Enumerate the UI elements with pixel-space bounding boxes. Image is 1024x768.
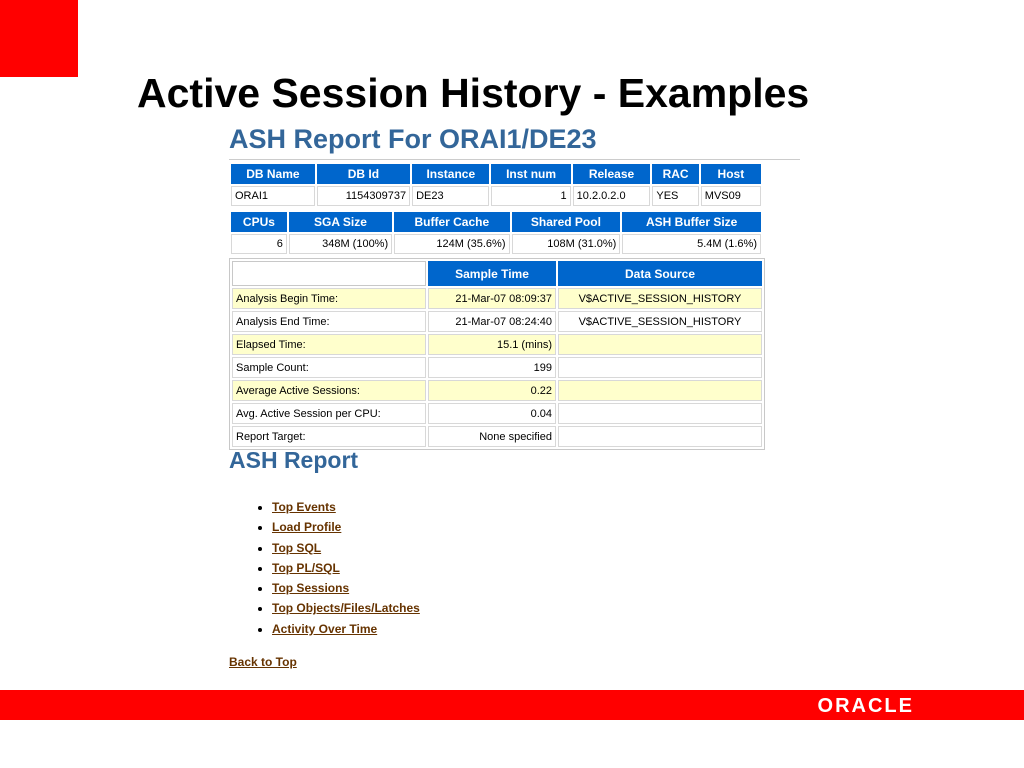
link-top-sql[interactable]: Top SQL (272, 540, 322, 555)
link-activity-over-time[interactable]: Activity Over Time (272, 621, 378, 636)
table-cell: YES (652, 186, 698, 206)
table-cell (558, 334, 762, 355)
table-cell: 10.2.0.2.0 (573, 186, 651, 206)
column-header: Buffer Cache (394, 212, 509, 232)
table-cell: 0.04 (428, 403, 556, 424)
heading-rule (229, 159, 800, 160)
column-header: Instance (412, 164, 489, 184)
corner-red-square (0, 0, 78, 77)
column-header: DB Id (317, 164, 410, 184)
column-header: SGA Size (289, 212, 392, 232)
column-header: CPUs (231, 212, 287, 232)
column-header: Inst num (491, 164, 570, 184)
table-row (232, 311, 762, 332)
list-item (272, 560, 420, 580)
table-cell: 108M (31.0%) (512, 234, 621, 254)
list-item (272, 540, 420, 560)
table-header-row (231, 164, 761, 184)
table-row (232, 288, 762, 309)
row-label: Sample Count: (232, 357, 426, 378)
table-row (232, 403, 762, 424)
table-cell: 124M (35.6%) (394, 234, 509, 254)
table-cell: 15.1 (mins) (428, 334, 556, 355)
row-label: Analysis End Time: (232, 311, 426, 332)
table-row (231, 186, 761, 206)
table-cell: DE23 (412, 186, 489, 206)
column-header: Host (701, 164, 761, 184)
db-info-table (229, 162, 763, 208)
table-cell: 1154309737 (317, 186, 410, 206)
table-cell: ORAI1 (231, 186, 315, 206)
table-row (232, 357, 762, 378)
link-load-profile[interactable]: Load Profile (272, 520, 342, 535)
ash-report-heading: ASH Report (229, 447, 359, 473)
table-row (232, 426, 762, 447)
link-top-events[interactable]: Top Events (272, 500, 336, 514)
column-header: Release (573, 164, 651, 184)
column-header: Data Source (558, 261, 762, 286)
row-label: Report Target: (232, 426, 426, 447)
link-top-plsql[interactable]: Top PL/SQL (272, 560, 340, 575)
link-top-objects[interactable]: Top Objects/Files/Latches (272, 601, 420, 616)
column-header: Shared Pool (512, 212, 621, 232)
report-heading: ASH Report For ORAI1/DE23 (229, 124, 597, 154)
column-header: DB Name (231, 164, 315, 184)
slide-title: Active Session History - Examples (137, 70, 810, 116)
table-cell: 0.22 (428, 380, 556, 401)
link-top-sessions[interactable]: Top Sessions (272, 581, 350, 596)
oracle-logo: ORACLE (817, 695, 914, 717)
table-cell: 5.4M (1.6%) (622, 234, 761, 254)
column-header: Sample Time (428, 261, 556, 286)
table-cell (558, 426, 762, 447)
table-cell: 348M (100%) (289, 234, 392, 254)
list-item (272, 621, 420, 641)
column-header: RAC (652, 164, 698, 184)
column-header: ASH Buffer Size (622, 212, 761, 232)
row-label: Avg. Active Session per CPU: (232, 403, 426, 424)
list-item (272, 499, 420, 519)
back-to-top-link[interactable]: Back to Top (229, 655, 297, 669)
table-cell: V$ACTIVE_SESSION_HISTORY (558, 288, 762, 309)
footer-bar (0, 690, 1024, 720)
table-cell: None specified (428, 426, 556, 447)
table-header-row (231, 212, 761, 232)
table-header-row (232, 261, 762, 286)
table-cell (558, 357, 762, 378)
table-cell: 21-Mar-07 08:24:40 (428, 311, 556, 332)
resource-table (229, 210, 763, 256)
row-label: Elapsed Time: (232, 334, 426, 355)
table-row (231, 234, 761, 254)
column-header-blank (232, 261, 426, 286)
list-item (272, 519, 420, 539)
table-cell: V$ACTIVE_SESSION_HISTORY (558, 311, 762, 332)
table-cell: 21-Mar-07 08:09:37 (428, 288, 556, 309)
table-cell: 6 (231, 234, 287, 254)
table-cell: 199 (428, 357, 556, 378)
report-section-links (246, 499, 420, 641)
table-cell: MVS09 (701, 186, 761, 206)
table-row (232, 380, 762, 401)
table-row (232, 334, 762, 355)
time-summary-table (229, 258, 765, 450)
table-cell: 1 (491, 186, 570, 206)
list-item (272, 580, 420, 600)
list-item (272, 600, 420, 620)
table-cell (558, 403, 762, 424)
row-label: Analysis Begin Time: (232, 288, 426, 309)
table-cell (558, 380, 762, 401)
row-label: Average Active Sessions: (232, 380, 426, 401)
